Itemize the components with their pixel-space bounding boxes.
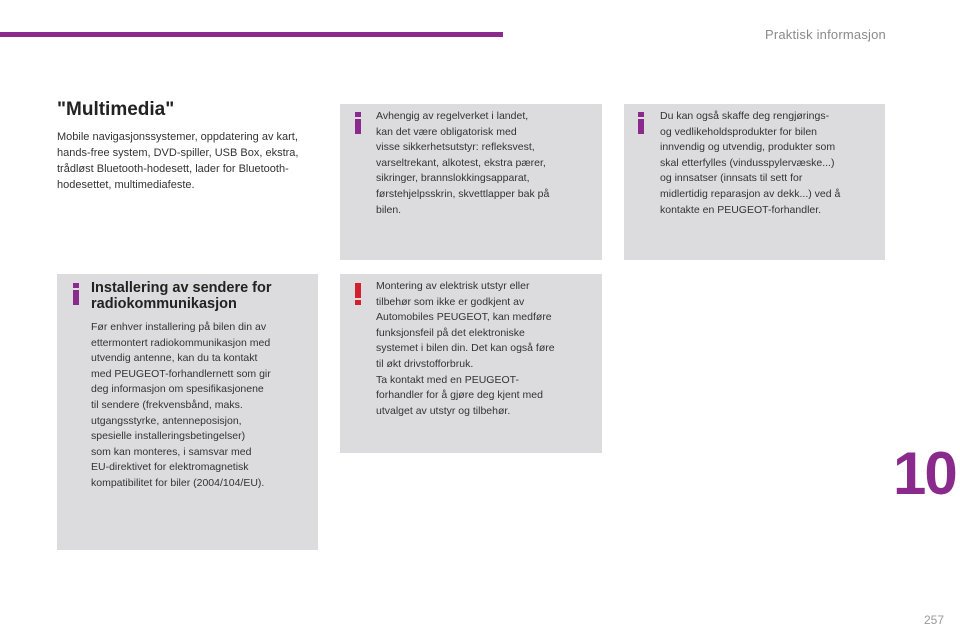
chapter-number: 10 [893,440,956,507]
info-icon [355,112,361,134]
warning-icon [355,283,361,305]
cleaning-text: Du kan også skaffe deg rengjørings- og vedlikeholdsprodukter for bilen innvendig og utvendig, produkter som skal etterfylles (vindusspylervæske...) og innsatser (innsats til sett for midlertidig reparasjon av dekk...) ved å kontakte en PEUGEOT-forhandler. [660,110,841,216]
info-icon [638,112,644,134]
section-label: Praktisk informasjon [764,27,886,42]
installation-heading: Installering av sendere for radiokommunikasjon [91,280,272,312]
header-accent-bar [0,32,503,37]
intro-paragraph: Mobile navigasjonssystemer, oppdatering av kart, hands-free system, DVD-spiller, USB Box, ekstra, trådløst Bluetooth-hodesett, lader for Bluetooth-hodesettet, multimediafeste. [57,131,299,191]
info-icon [73,283,79,305]
warning-text: Montering av elektrisk utstyr eller tilbehør som ikke er godkjent av Automobiles PEUGEOT, kan medføre funksjonsfeil på det elektroniske systemet i bilen din. Det kan også føre til økt drivstofforbruk. Ta kontakt med en PEUGEOT- forhandler for å gjøre deg kjent med utvalget av utstyr og tilbehør. [376,280,555,417]
page-title: "Multimedia" [57,99,175,120]
page-number: 257 [923,613,944,627]
installation-text: Før enhver installering på bilen din av ettermontert radiokommunikasjon med utvendig antenne, kan du ta kontakt med PEUGEOT-forhandlernett som gir deg informasjon om spesifikasjonene til sendere (frekvensbånd, maks. utgangsstyrke, antenneposisjon, spesielle installeringsbetingelser) som kan monteres, i samsvar med EU-direktivet for elektromagnetisk kompatibilitet for biler (2004/104/EU). [91,321,271,489]
regulations-text: Avhengig av regelverket i landet, kan det være obligatorisk med visse sikkerhetsutstyr: refleksvest, varseltrekant, alkotest, ekstra pærer, sikringer, brannslokkingsapparat, førstehjelpsskrin, skvettlapper bak på bilen. [376,110,550,216]
